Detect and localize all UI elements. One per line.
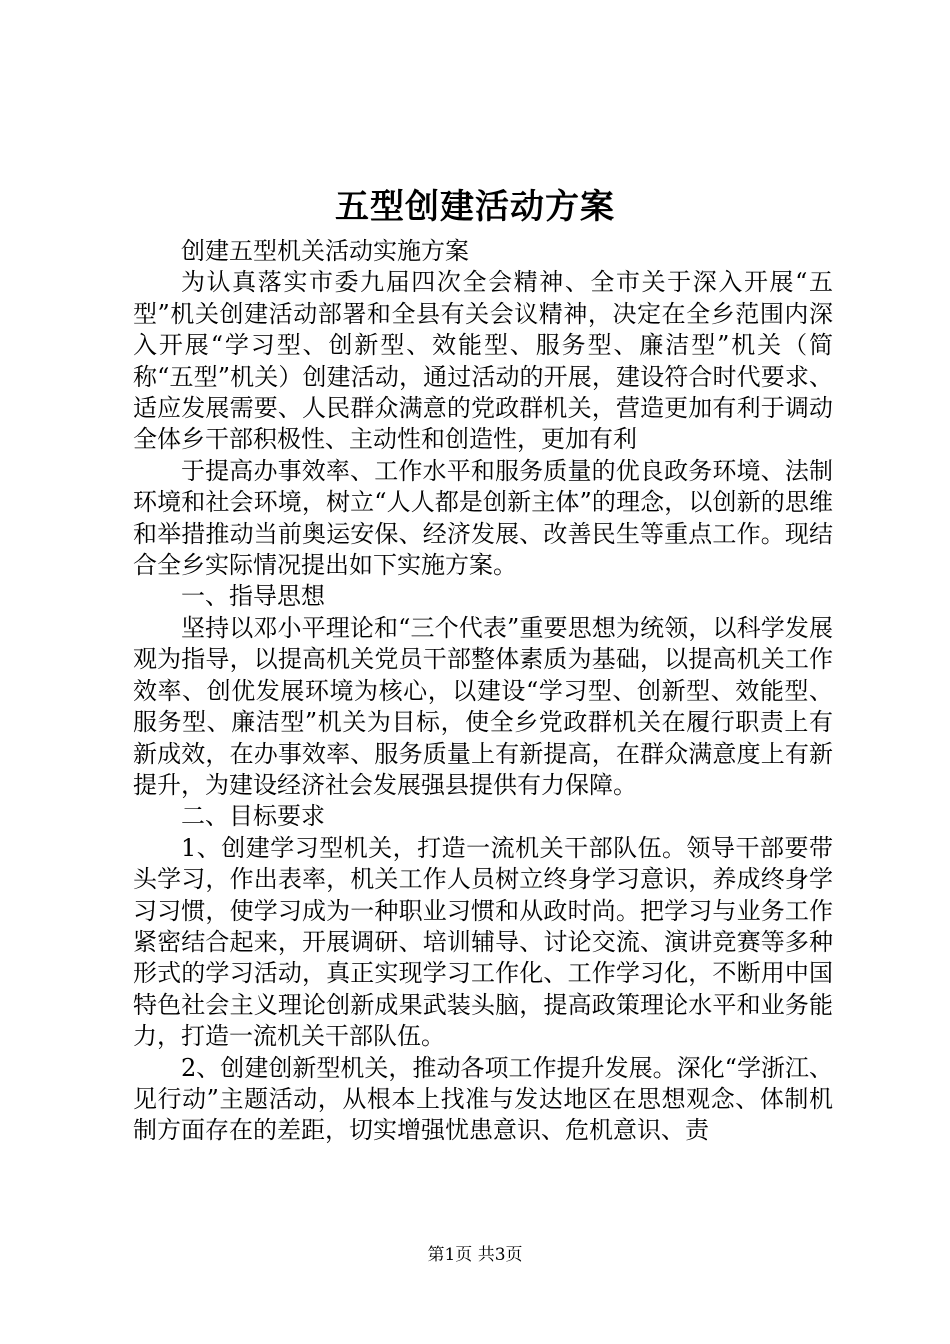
goal-2-paragraph: 2、创建创新型机关，推动各项工作提升发展。深化“学浙江、见行动”主题活动，从根本上找准与发达地区在思想观念、体制机制方面存在的差距，切实增强忧患意识、危机意识、责 xyxy=(133,1053,833,1145)
intro-paragraph: 为认真落实市委九届四次全会精神、全市关于深入开展“五型”机关创建活动部署和全县有关会议精神，决定在全乡范围内深入开展“学习型、创新型、效能型、服务型、廉洁型”机关（简称“五型”机关）创建活动，通过活动的开展，建设符合时代要求、适应发展需要、人民群众满意的党政群机关，营造更加有利于调动全体乡干部积极性、主动性和创造性，更加有利 xyxy=(133,268,833,454)
document-body xyxy=(133,236,833,1147)
page-number-footer: 第1页 共3页 xyxy=(427,1245,523,1265)
document-title: 五型创建活动方案 xyxy=(335,187,615,227)
section-heading-guiding-ideology: 一、指导思想 xyxy=(181,582,325,611)
guiding-ideology-paragraph: 坚持以邓小平理论和“三个代表”重要思想为统领，以科学发展观为指导，以提高机关党员干部整体素质为基础，以提高机关工作效率、创优发展环境为核心，以建设“学习型、创新型、效能型、服务型、廉洁型”机关为目标，使全乡党政群机关在履行职责上有新成效，在办事效率、服务质量上有新提高，在群众满意度上有新提升，为建设经济社会发展强县提供有力保障。 xyxy=(133,613,833,799)
goal-1-paragraph: 1、创建学习型机关，打造一流机关干部队伍。领导干部要带头学习，作出表率，机关工作人员树立终身学习意识，养成终身学习习惯，使学习成为一种职业习惯和从政时尚。把学习与业务工作紧密结合起来，开展调研、培训辅导、讨论交流、演讲竞赛等多种形式的学习活动，真正实现学习工作化、工作学习化，不断用中国特色社会主义理论创新成果武装头脑，提高政策理论水平和业务能力，打造一流机关干部队伍。 xyxy=(133,833,833,1051)
subtitle-paragraph: 创建五型机关活动实施方案 xyxy=(181,237,469,265)
intro-continued-paragraph: 于提高办事效率、工作水平和服务质量的优良政务环境、法制环境和社会环境，树立“人人都是创新主体”的理念，以创新的思维和举措推动当前奥运安保、经济发展、改善民生等重点工作。现结合全乡实际情况提出如下实施方案。 xyxy=(133,456,833,580)
section-heading-goals: 二、目标要求 xyxy=(181,802,325,831)
